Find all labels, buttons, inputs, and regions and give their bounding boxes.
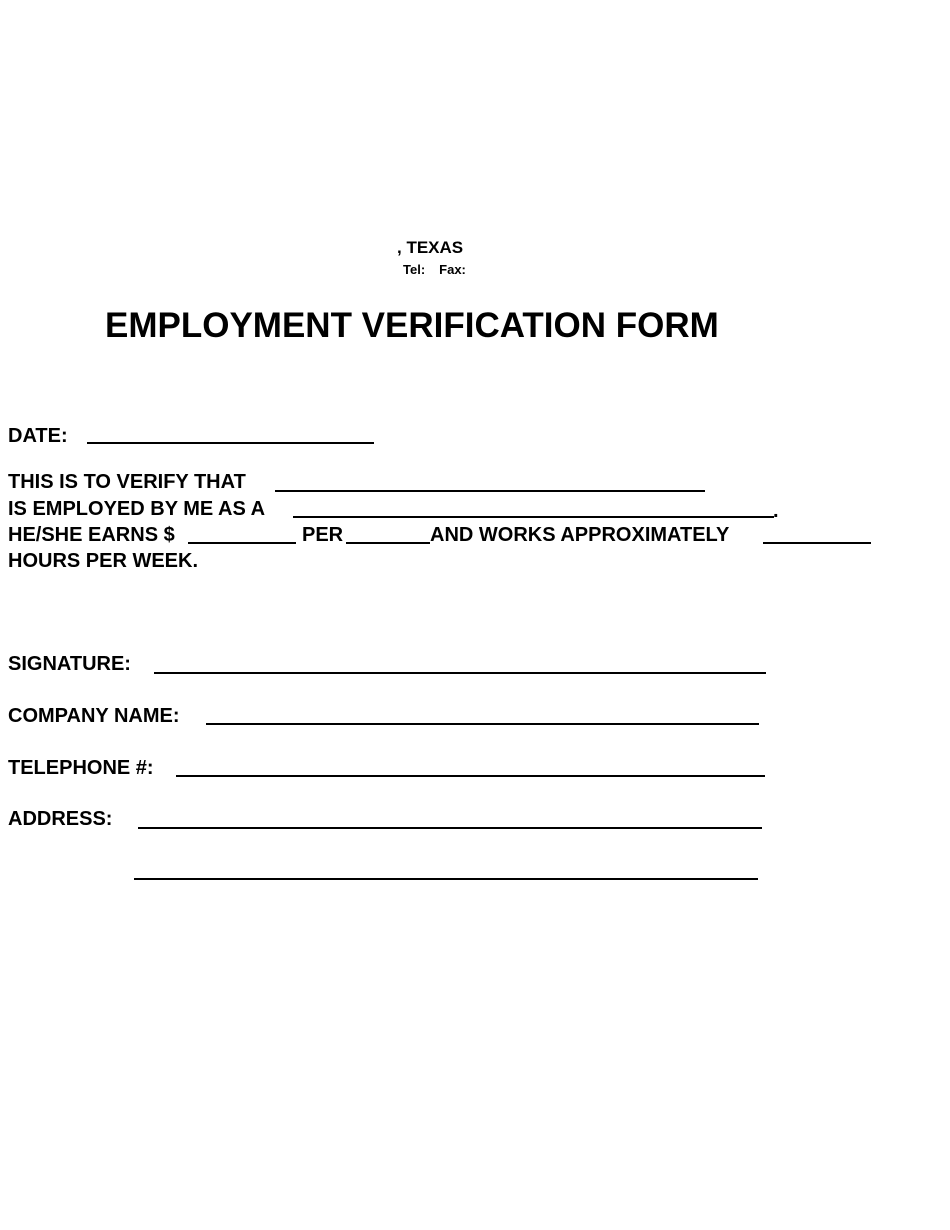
tel-label: Tel: xyxy=(403,262,426,277)
hours-line[interactable] xyxy=(763,542,871,544)
telephone-label: TELEPHONE #: xyxy=(8,757,154,779)
works-label: AND WORKS APPROXIMATELY xyxy=(430,524,730,546)
employed-period: . xyxy=(773,500,779,522)
position-line[interactable] xyxy=(293,516,774,518)
pay-period-line[interactable] xyxy=(346,542,430,544)
per-label: PER xyxy=(302,524,344,546)
form-title: EMPLOYMENT VERIFICATION FORM xyxy=(105,306,719,345)
date-field-line[interactable] xyxy=(87,442,374,444)
address-line-2[interactable] xyxy=(134,878,758,880)
company-label: COMPANY NAME: xyxy=(8,705,180,727)
hours-label: HOURS PER WEEK. xyxy=(8,550,199,572)
verify-label: THIS IS TO VERIFY THAT xyxy=(8,471,246,493)
date-label: DATE: xyxy=(8,425,68,447)
employed-label: IS EMPLOYED BY ME AS A xyxy=(8,498,266,520)
signature-line[interactable] xyxy=(154,672,766,674)
fax-label: Fax: xyxy=(439,262,466,277)
company-line[interactable] xyxy=(206,723,759,725)
signature-label: SIGNATURE: xyxy=(8,653,131,675)
telephone-line[interactable] xyxy=(176,775,765,777)
header-city-state: , TEXAS xyxy=(397,238,464,257)
earns-label: HE/SHE EARNS $ xyxy=(8,524,175,546)
header-contact xyxy=(403,262,466,277)
address-label: ADDRESS: xyxy=(8,808,113,830)
employee-name-line[interactable] xyxy=(275,490,705,492)
address-line-1[interactable] xyxy=(138,827,762,829)
earnings-line[interactable] xyxy=(188,542,296,544)
